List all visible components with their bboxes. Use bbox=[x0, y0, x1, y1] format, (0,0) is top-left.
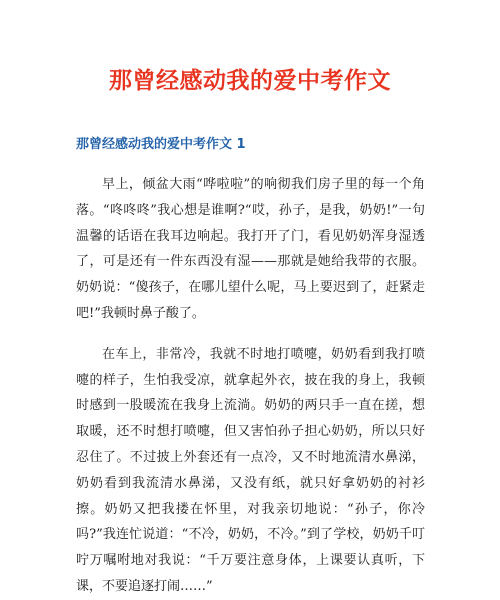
section-heading: 那曾经感动我的爱中考作文 1 bbox=[76, 137, 246, 152]
essay-body bbox=[76, 172, 425, 600]
paragraph-1: 早上，倾盆大雨“哗啦啦”的响彻我们房子里的每一个角落。“咚咚咚”我心想是谁啊?“哎，孙子，是我，奶奶!”一句温馨的话语在我耳边响起。我打开了门，看见奶奶浑身湿透了，可是还有一件东西没有湿——那就是她给我带的衣服。奶奶说：“傻孩子，在哪儿望什么呢，马上要迟到了，赶紧走吧!”我顿时鼻子酸了。 bbox=[76, 177, 425, 321]
document-title: 那曾经感动我的爱中考作文 bbox=[109, 68, 391, 94]
paragraph-2: 在车上，非常冷，我就不时地打喷嚏，奶奶看到我打喷嚏的样子，生怕我受凉，就拿起外衣，披在我的身上，我顿时感到一股暖流在我身上流淌。奶奶的两只手一直在搓，想取暖，还不时想打喷嚏，但又害怕孙子担心奶奶，所以只好忍住了。不过披上外套还有一点冷，又不时地流清水鼻涕，奶奶看到我流清水鼻涕，又没有纸，就只好拿奶奶的衬衫擦。奶奶又把我搂在怀里，对我亲切地说：“孙子，你冷吗?”我连忙说道：“不冷，奶奶，不冷。”到了学校，奶奶千叮咛万嘱咐地对我说：“千万要注意身体，上课要认真听，下课，不要追逐打闹……” bbox=[76, 346, 425, 594]
